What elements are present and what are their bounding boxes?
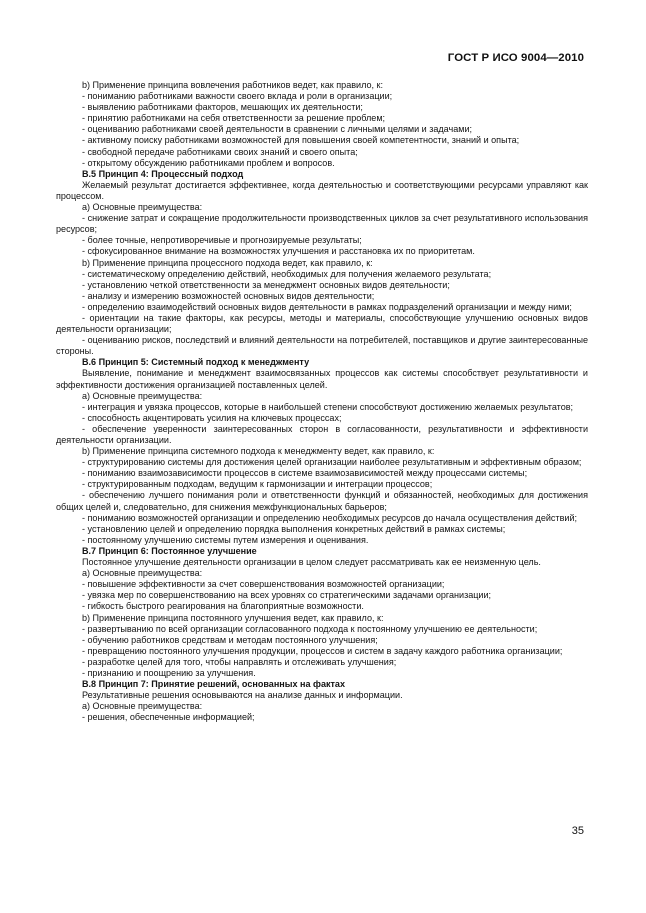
paragraph: а) Основные преимущества: xyxy=(82,568,203,579)
paragraph: - увязка мер по совершенствованию на всех уровнях со стратегическими задачами организации; xyxy=(82,590,492,601)
paragraph: - более точные, непротиворечивые и прогнозируемые результаты; xyxy=(82,235,362,246)
section-heading: В.6 Принцип 5: Системный подход к менеджменту xyxy=(82,357,310,368)
paragraph: - определению взаимодействий основных видов деятельности в рамках подразделений организации и между ними; xyxy=(82,301,572,312)
paragraph: - постоянному улучшению системы путем измерения и оценивания. xyxy=(82,534,369,545)
paragraph: - ориентации на такие факторы, как ресурсы, методы и материалы, способствующие улучшению основных видов деятельности организации; xyxy=(56,312,588,335)
paragraph: - развертыванию по всей организации согласованного подхода к постоянному улучшению ее деятельности; xyxy=(82,623,538,634)
paragraph: - разработке целей для того, чтобы направлять и отслеживать улучшения; xyxy=(82,656,397,667)
paragraph: - открытому обсуждению работниками проблем и вопросов. xyxy=(82,157,335,168)
paragraph: - пониманию работниками важности своего вклада и роли в организации; xyxy=(82,91,393,102)
paragraph: - решения, обеспеченные информацией; xyxy=(82,712,255,723)
paragraph: - активному поиску работниками возможностей для повышения своей компетентности, знаний и опыта; xyxy=(82,135,520,146)
paragraph: а) Основные преимущества: xyxy=(82,701,203,712)
page-number: 35 xyxy=(571,825,584,837)
section-heading: В.7 Принцип 6: Постоянное улучшение xyxy=(82,545,257,556)
paragraph: а) Основные преимущества: xyxy=(82,390,203,401)
paragraph: b) Применение принципа процессного подхода ведет, как правило, к: xyxy=(82,257,373,268)
paragraph: - обеспечению лучшего понимания роли и ответственности функций и обязанностей, необходимых для достижения общих целей и, следовательно, для снижения межфункциональных барьеров; xyxy=(56,490,588,512)
paragraph: - выявлению работниками факторов, мешающих их деятельности; xyxy=(82,102,363,113)
paragraph: b) Применение принципа вовлечения работников ведет, как правило, к: xyxy=(82,80,384,90)
paragraph: - свободной передаче работниками своих знаний и своего опыта; xyxy=(82,146,358,157)
page-header: ГОСТ Р ИСО 9004—2010 xyxy=(447,52,584,64)
paragraph: - признанию и поощрению за улучшения. xyxy=(82,667,256,678)
paragraph: - оцениванию рисков, последствий и влияний деятельности на потребителей, поставщиков и другие заинтересованные стороны. xyxy=(56,335,588,357)
paragraph: - превращению постоянного улучшения продукции, процессов и систем в задачу каждого работника организации; xyxy=(82,645,563,656)
paragraph: - структурированным подходам, ведущим к гармонизации и интеграции процессов; xyxy=(82,479,433,490)
paragraph: - пониманию взаимозависимости процессов в системе взаимозависимостей между процессами системы; xyxy=(82,468,528,479)
paragraph: - установлению четкой ответственности за менеджмент основных видов деятельности; xyxy=(82,279,450,290)
paragraph: - обучению работников средствам и методам постоянного улучшения; xyxy=(82,634,378,645)
paragraph: Выявление, понимание и менеджмент взаимосвязанных процессов как системы способствует результативности и эффективности достижения организацией поставленных целей. xyxy=(56,368,588,390)
paragraph: - снижение затрат и сокращение продолжительности производственных циклов за счет результативного использования ресурсов; xyxy=(56,213,588,235)
body-text xyxy=(56,80,588,723)
paragraph: - повышение эффективности за счет совершенствования возможностей организации; xyxy=(82,579,445,590)
paragraph: - систематическому определению действий, необходимых для получения желаемого результата; xyxy=(82,268,492,279)
section-heading: В.5 Принцип 4: Процессный подход xyxy=(82,168,244,179)
paragraph: - структурированию системы для достижения целей организации наиболее результативным и эффективным образом; xyxy=(82,457,582,468)
paragraph: - гибкость быстрого реагирования на благоприятные возможности. xyxy=(82,601,364,612)
paragraph: - установлению целей и определению порядка выполнения конкретных действий в рамках системы; xyxy=(82,523,506,534)
paragraph: - пониманию возможностей организации и определению необходимых ресурсов до начала осуществления действий; xyxy=(82,512,578,523)
paragraph: - оцениванию работниками своей деятельности в сравнении с личными целями и задачами; xyxy=(82,124,473,135)
paragraph: - обеспечение уверенности заинтересованных сторон в согласованности, результативности и эффективности деятельности организации. xyxy=(56,423,588,445)
paragraph: - интеграция и увязка процессов, которые в наибольшей степени способствуют достижению желаемых результатов; xyxy=(82,401,574,412)
paragraph: b) Применение принципа постоянного улучшения ведет, как правило, к: xyxy=(82,612,384,623)
paragraph: Постоянное улучшение деятельности организации в целом следует рассматривать как ее неизменную цель. xyxy=(82,557,541,568)
paragraph: а) Основные преимущества: xyxy=(82,202,203,213)
paragraph: - сфокусированное внимание на возможностях улучшения и расстановка их по приоритетам. xyxy=(82,246,475,257)
paragraph: Желаемый результат достигается эффективнее, когда деятельностью и соответствующими ресурсами управляют как процессом. xyxy=(56,179,588,201)
paragraph: b) Применение принципа системного подхода к менеджменту ведет, как правило, к: xyxy=(82,446,435,457)
paragraph: - принятию работниками на себя ответственности за решение проблем; xyxy=(82,113,386,124)
section-heading: В.8 Принцип 7: Принятие решений, основанных на фактах xyxy=(82,679,346,690)
paragraph: Результативные решения основываются на анализе данных и информации. xyxy=(82,690,403,701)
paragraph: - анализу и измерению возможностей основных видов деятельности; xyxy=(82,290,375,301)
paragraph: - способность акцентировать усилия на ключевых процессах; xyxy=(82,412,342,423)
